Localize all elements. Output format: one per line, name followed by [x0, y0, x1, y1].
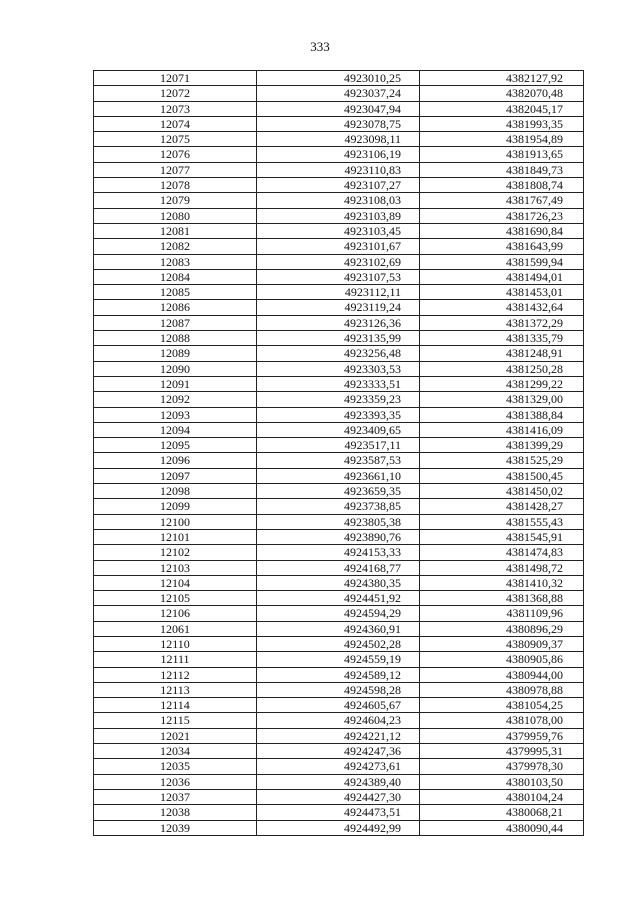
point-number-cell: 12089: [94, 346, 257, 361]
table-row: [94, 484, 584, 499]
x-coordinate-cell: 4924559,19: [257, 652, 420, 667]
table-row: [94, 331, 584, 346]
table-row: [94, 86, 584, 101]
y-coordinate-cell: 4381849,73: [420, 162, 584, 177]
y-coordinate-cell: 4381372,29: [420, 315, 584, 330]
table-row: [94, 667, 584, 682]
point-number-cell: 12104: [94, 575, 257, 590]
table-row: [94, 805, 584, 820]
table-row: [94, 728, 584, 743]
point-number-cell: 12086: [94, 300, 257, 315]
x-coordinate-cell: 4924427,30: [257, 789, 420, 804]
x-coordinate-cell: 4923517,11: [257, 438, 420, 453]
point-number-cell: 12083: [94, 254, 257, 269]
x-coordinate-cell: 4923409,65: [257, 422, 420, 437]
point-number-cell: 12034: [94, 744, 257, 759]
y-coordinate-cell: 4381545,91: [420, 529, 584, 544]
coordinates-table-body: [94, 71, 584, 836]
y-coordinate-cell: 4381078,00: [420, 713, 584, 728]
table-row: [94, 71, 584, 86]
point-number-cell: 12115: [94, 713, 257, 728]
x-coordinate-cell: 4923102,69: [257, 254, 420, 269]
x-coordinate-cell: 4924598,28: [257, 682, 420, 697]
y-coordinate-cell: 4381643,99: [420, 239, 584, 254]
table-row: [94, 193, 584, 208]
table-row: [94, 499, 584, 514]
table-row: [94, 101, 584, 116]
point-number-cell: 12088: [94, 331, 257, 346]
y-coordinate-cell: 4380909,37: [420, 636, 584, 651]
y-coordinate-cell: 4381993,35: [420, 116, 584, 131]
x-coordinate-cell: 4923108,03: [257, 193, 420, 208]
point-number-cell: 12093: [94, 407, 257, 422]
point-number-cell: 12092: [94, 392, 257, 407]
y-coordinate-cell: 4381054,25: [420, 698, 584, 713]
y-coordinate-cell: 4379959,76: [420, 728, 584, 743]
table-row: [94, 606, 584, 621]
table-row: [94, 820, 584, 835]
point-number-cell: 12072: [94, 86, 257, 101]
x-coordinate-cell: 4923587,53: [257, 453, 420, 468]
y-coordinate-cell: 4381453,01: [420, 285, 584, 300]
point-number-cell: 12111: [94, 652, 257, 667]
point-number-cell: 12098: [94, 484, 257, 499]
x-coordinate-cell: 4923256,48: [257, 346, 420, 361]
point-number-cell: 12103: [94, 560, 257, 575]
point-number-cell: 12084: [94, 269, 257, 284]
point-number-cell: 12102: [94, 545, 257, 560]
y-coordinate-cell: 4380896,29: [420, 621, 584, 636]
y-coordinate-cell: 4381525,29: [420, 453, 584, 468]
x-coordinate-cell: 4923112,11: [257, 285, 420, 300]
y-coordinate-cell: 4381690,84: [420, 223, 584, 238]
x-coordinate-cell: 4924221,12: [257, 728, 420, 743]
y-coordinate-cell: 4381954,89: [420, 132, 584, 147]
y-coordinate-cell: 4381248,91: [420, 346, 584, 361]
table-row: [94, 529, 584, 544]
y-coordinate-cell: 4381416,09: [420, 422, 584, 437]
x-coordinate-cell: 4923101,67: [257, 239, 420, 254]
point-number-cell: 12074: [94, 116, 257, 131]
y-coordinate-cell: 4381913,65: [420, 147, 584, 162]
y-coordinate-cell: 4381474,83: [420, 545, 584, 560]
x-coordinate-cell: 4924247,36: [257, 744, 420, 759]
x-coordinate-cell: 4923010,25: [257, 71, 420, 86]
x-coordinate-cell: 4923119,24: [257, 300, 420, 315]
table-row: [94, 254, 584, 269]
point-number-cell: 12091: [94, 376, 257, 391]
page-number: 333: [310, 39, 330, 54]
table-row: [94, 239, 584, 254]
point-number-cell: 12112: [94, 667, 257, 682]
table-row: [94, 575, 584, 590]
y-coordinate-cell: 4382070,48: [420, 86, 584, 101]
point-number-cell: 12078: [94, 178, 257, 193]
point-number-cell: 12080: [94, 208, 257, 223]
x-coordinate-cell: 4924605,67: [257, 698, 420, 713]
table-row: [94, 422, 584, 437]
x-coordinate-cell: 4923103,45: [257, 223, 420, 238]
point-number-cell: 12039: [94, 820, 257, 835]
y-coordinate-cell: 4381335,79: [420, 331, 584, 346]
x-coordinate-cell: 4924604,23: [257, 713, 420, 728]
y-coordinate-cell: 4381555,43: [420, 514, 584, 529]
point-number-cell: 12071: [94, 71, 257, 86]
table-row: [94, 116, 584, 131]
x-coordinate-cell: 4923107,53: [257, 269, 420, 284]
x-coordinate-cell: 4923135,99: [257, 331, 420, 346]
point-number-cell: 12099: [94, 499, 257, 514]
point-number-cell: 12085: [94, 285, 257, 300]
table-row: [94, 560, 584, 575]
table-row: [94, 178, 584, 193]
table-row: [94, 453, 584, 468]
y-coordinate-cell: 4381109,96: [420, 606, 584, 621]
table-row: [94, 713, 584, 728]
x-coordinate-cell: 4923805,38: [257, 514, 420, 529]
x-coordinate-cell: 4924273,61: [257, 759, 420, 774]
table-row: [94, 392, 584, 407]
point-number-cell: 12101: [94, 529, 257, 544]
x-coordinate-cell: 4923098,11: [257, 132, 420, 147]
table-row: [94, 774, 584, 789]
y-coordinate-cell: 4381329,00: [420, 392, 584, 407]
point-number-cell: 12038: [94, 805, 257, 820]
x-coordinate-cell: 4923037,24: [257, 86, 420, 101]
y-coordinate-cell: 4381250,28: [420, 361, 584, 376]
y-coordinate-cell: 4381498,72: [420, 560, 584, 575]
point-number-cell: 12100: [94, 514, 257, 529]
y-coordinate-cell: 4380944,00: [420, 667, 584, 682]
table-row: [94, 468, 584, 483]
point-number-cell: 12114: [94, 698, 257, 713]
point-number-cell: 12087: [94, 315, 257, 330]
table-row: [94, 269, 584, 284]
table-row: [94, 759, 584, 774]
point-number-cell: 12073: [94, 101, 257, 116]
y-coordinate-cell: 4381399,29: [420, 438, 584, 453]
point-number-cell: 12095: [94, 438, 257, 453]
table-row: [94, 361, 584, 376]
x-coordinate-cell: 4923078,75: [257, 116, 420, 131]
x-coordinate-cell: 4923047,94: [257, 101, 420, 116]
point-number-cell: 12079: [94, 193, 257, 208]
x-coordinate-cell: 4924492,99: [257, 820, 420, 835]
x-coordinate-cell: 4924473,51: [257, 805, 420, 820]
point-number-cell: 12106: [94, 606, 257, 621]
y-coordinate-cell: 4381428,27: [420, 499, 584, 514]
x-coordinate-cell: 4923110,83: [257, 162, 420, 177]
coordinates-table: [93, 70, 584, 836]
point-number-cell: 12113: [94, 682, 257, 697]
y-coordinate-cell: 4381808,74: [420, 178, 584, 193]
point-number-cell: 12110: [94, 636, 257, 651]
x-coordinate-cell: 4924380,35: [257, 575, 420, 590]
table-row: [94, 621, 584, 636]
point-number-cell: 12090: [94, 361, 257, 376]
table-row: [94, 438, 584, 453]
y-coordinate-cell: 4381368,88: [420, 591, 584, 606]
x-coordinate-cell: 4924451,92: [257, 591, 420, 606]
x-coordinate-cell: 4924153,33: [257, 545, 420, 560]
table-row: [94, 315, 584, 330]
y-coordinate-cell: 4379995,31: [420, 744, 584, 759]
point-number-cell: 12061: [94, 621, 257, 636]
x-coordinate-cell: 4924360,91: [257, 621, 420, 636]
x-coordinate-cell: 4924589,12: [257, 667, 420, 682]
x-coordinate-cell: 4923890,76: [257, 529, 420, 544]
table-row: [94, 147, 584, 162]
y-coordinate-cell: 4380104,24: [420, 789, 584, 804]
table-row: [94, 514, 584, 529]
y-coordinate-cell: 4381388,84: [420, 407, 584, 422]
table-row: [94, 376, 584, 391]
point-number-cell: 12096: [94, 453, 257, 468]
x-coordinate-cell: 4923659,35: [257, 484, 420, 499]
point-number-cell: 12097: [94, 468, 257, 483]
point-number-cell: 12075: [94, 132, 257, 147]
table-row: [94, 300, 584, 315]
point-number-cell: 12035: [94, 759, 257, 774]
table-row: [94, 208, 584, 223]
point-number-cell: 12082: [94, 239, 257, 254]
y-coordinate-cell: 4381599,94: [420, 254, 584, 269]
y-coordinate-cell: 4380090,44: [420, 820, 584, 835]
y-coordinate-cell: 4381767,49: [420, 193, 584, 208]
table-row: [94, 162, 584, 177]
x-coordinate-cell: 4924389,40: [257, 774, 420, 789]
table-row: [94, 346, 584, 361]
table-row: [94, 789, 584, 804]
y-coordinate-cell: 4380068,21: [420, 805, 584, 820]
point-number-cell: 12021: [94, 728, 257, 743]
y-coordinate-cell: 4381726,23: [420, 208, 584, 223]
x-coordinate-cell: 4923333,51: [257, 376, 420, 391]
x-coordinate-cell: 4923303,53: [257, 361, 420, 376]
y-coordinate-cell: 4381494,01: [420, 269, 584, 284]
table-row: [94, 407, 584, 422]
x-coordinate-cell: 4924594,29: [257, 606, 420, 621]
x-coordinate-cell: 4923106,19: [257, 147, 420, 162]
y-coordinate-cell: 4381450,02: [420, 484, 584, 499]
y-coordinate-cell: 4379978,30: [420, 759, 584, 774]
point-number-cell: 12036: [94, 774, 257, 789]
y-coordinate-cell: 4381432,64: [420, 300, 584, 315]
x-coordinate-cell: 4923126,36: [257, 315, 420, 330]
x-coordinate-cell: 4923738,85: [257, 499, 420, 514]
x-coordinate-cell: 4923103,89: [257, 208, 420, 223]
y-coordinate-cell: 4380978,88: [420, 682, 584, 697]
point-number-cell: 12037: [94, 789, 257, 804]
y-coordinate-cell: 4380103,50: [420, 774, 584, 789]
y-coordinate-cell: 4380905,86: [420, 652, 584, 667]
y-coordinate-cell: 4381299,22: [420, 376, 584, 391]
x-coordinate-cell: 4923393,35: [257, 407, 420, 422]
table-row: [94, 223, 584, 238]
x-coordinate-cell: 4923359,23: [257, 392, 420, 407]
point-number-cell: 12076: [94, 147, 257, 162]
table-row: [94, 744, 584, 759]
x-coordinate-cell: 4923107,27: [257, 178, 420, 193]
y-coordinate-cell: 4381410,32: [420, 575, 584, 590]
table-row: [94, 636, 584, 651]
y-coordinate-cell: 4382127,92: [420, 71, 584, 86]
table-row: [94, 591, 584, 606]
point-number-cell: 12105: [94, 591, 257, 606]
table-row: [94, 545, 584, 560]
table-row: [94, 132, 584, 147]
table-row: [94, 652, 584, 667]
point-number-cell: 12094: [94, 422, 257, 437]
y-coordinate-cell: 4382045,17: [420, 101, 584, 116]
x-coordinate-cell: 4923661,10: [257, 468, 420, 483]
table-row: [94, 285, 584, 300]
table-row: [94, 698, 584, 713]
x-coordinate-cell: 4924502,28: [257, 636, 420, 651]
point-number-cell: 12077: [94, 162, 257, 177]
x-coordinate-cell: 4924168,77: [257, 560, 420, 575]
table-row: [94, 682, 584, 697]
point-number-cell: 12081: [94, 223, 257, 238]
y-coordinate-cell: 4381500,45: [420, 468, 584, 483]
